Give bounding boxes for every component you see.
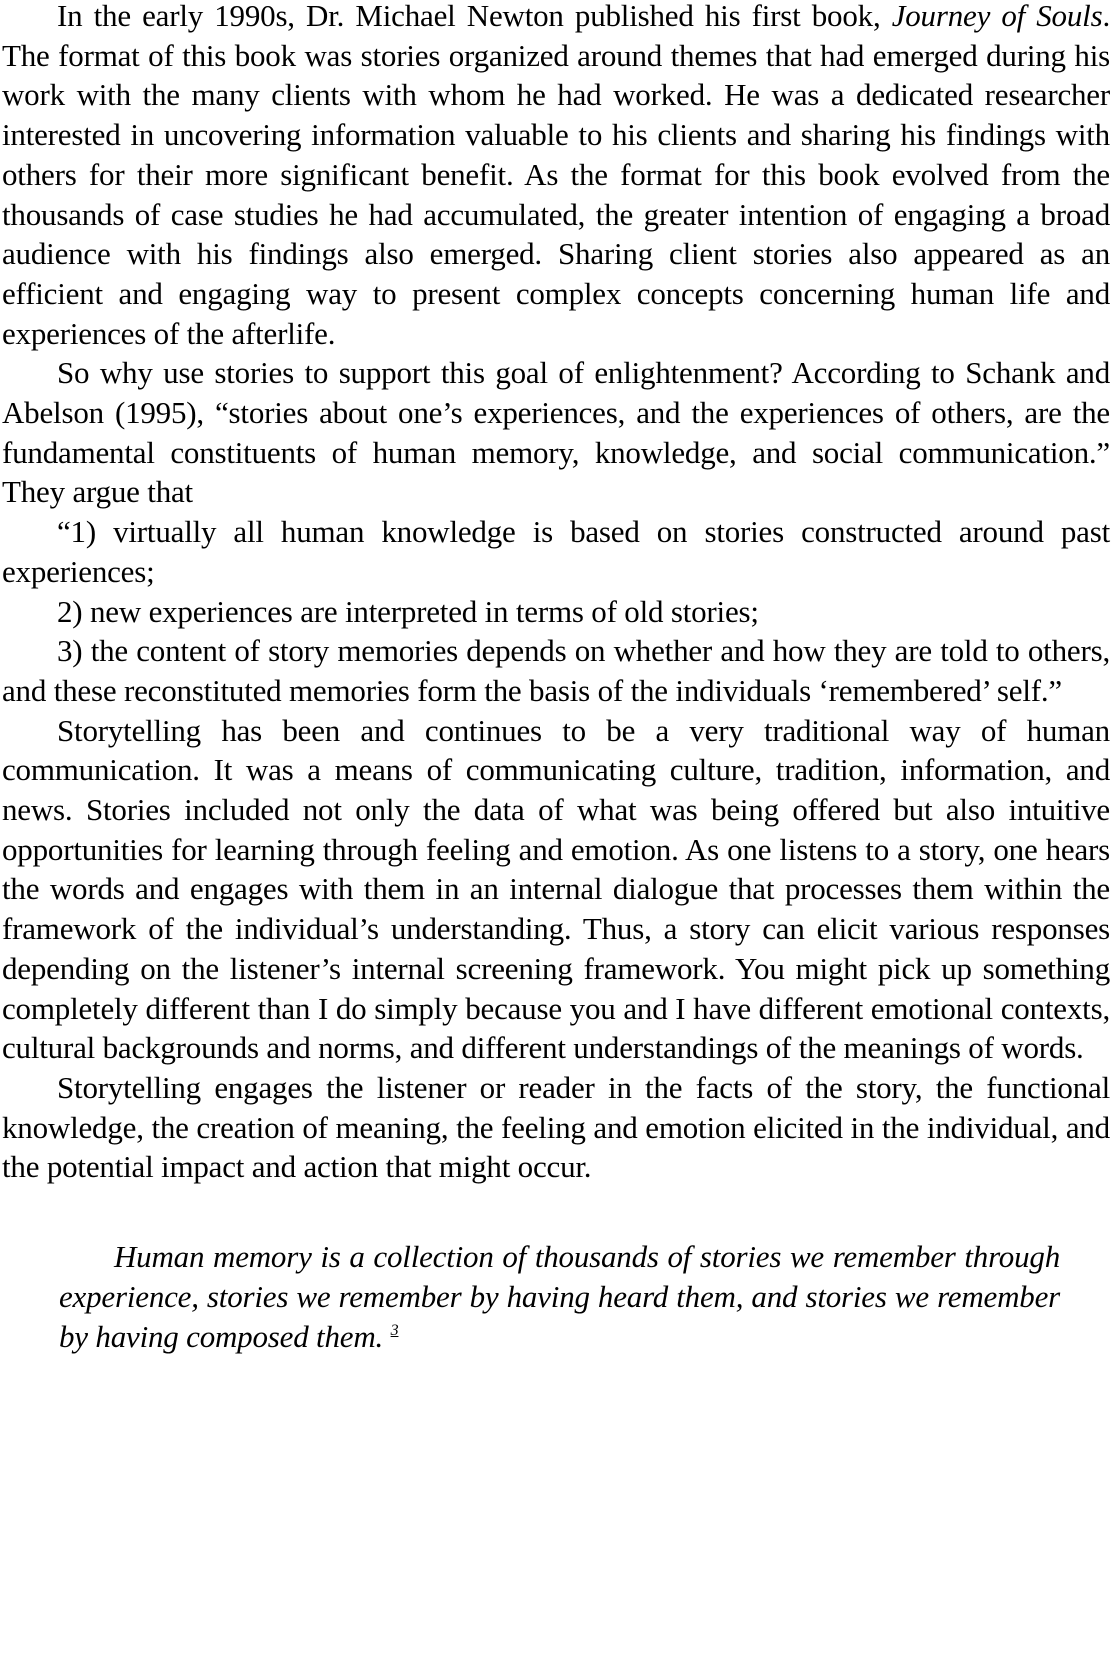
- human-memory-blockquote: [59, 1237, 1060, 1356]
- paragraph-storytelling-tradition: Storytelling has been and continues to be a very traditional way of human communication. It was a means of communicating culture, tradition, information, and news. Stories included not only the data of what was being offered but also intuitive opportunities for learning through feeling and emotion. As one listens to a story, one hears the words and engages with them in an internal dialogue that processes them within the framework of the individual’s understanding. Thus, a story can elicit various responses depending on the listener’s internal screening framework. You might pick up something completely different than I do simply because you and I have different emotional contexts, cultural backgrounds and norms, and different understandings of the meanings of words.: [2, 712, 1110, 1066]
- paragraph-storytelling-engages: Storytelling engages the listener or reader in the facts of the story, the functional knowledge, the creation of meaning, the feeling and emotion elicited in the individual, and the potential impact and action that might occur.: [2, 1069, 1110, 1185]
- quote-point-1: “1) virtually all human knowledge is based on stories constructed around past experiences;: [2, 514, 1110, 589]
- book-title-journey-of-souls: Journey of Souls: [891, 0, 1103, 33]
- paragraph-newton-intro: [2, 0, 1110, 353]
- footnote-superscript: [391, 1312, 399, 1341]
- paragraph-why-stories: So why use stories to support this goal of enlightenment? According to Schank and Abelson (1995), “stories about one’s experiences, and the experiences of others, are the fundamental constituents of human memory, knowledge, and social communication.” They argue that: [2, 355, 1110, 510]
- paragraph-newton-intro-after-title: . The format of this book was stories organized around themes that had emerged during his work with the many clients with whom he had worked. He was a dedicated researcher interested in uncovering information valuable to his clients and sharing his findings with others for their more significant benefit. As the format for this book evolved from the thousands of case studies he had accumulated, the greater intention of engaging a broad audience with his findings also emerged. Sharing client stories also appeared as an efficient and engaging way to present complex concepts concerning human life and experiences of the afterlife.: [2, 0, 1110, 351]
- human-memory-quote-text: Human memory is a collection of thousands of stories we remember through experience, stories we remember by having heard them, and stories we remember by having composed them.: [59, 1239, 1060, 1354]
- footnote-ref-3-link[interactable]: 3: [390, 1322, 399, 1340]
- paragraph-newton-intro-before-title: In the early 1990s, Dr. Michael Newton published his first book,: [57, 0, 892, 33]
- quote-point-3: 3) the content of story memories depends on whether and how they are told to others, and these reconstituted memories form the basis of the individuals ‘remembered’ self.”: [2, 633, 1110, 708]
- quote-point-2: 2) new experiences are interpreted in terms of old stories;: [57, 593, 759, 629]
